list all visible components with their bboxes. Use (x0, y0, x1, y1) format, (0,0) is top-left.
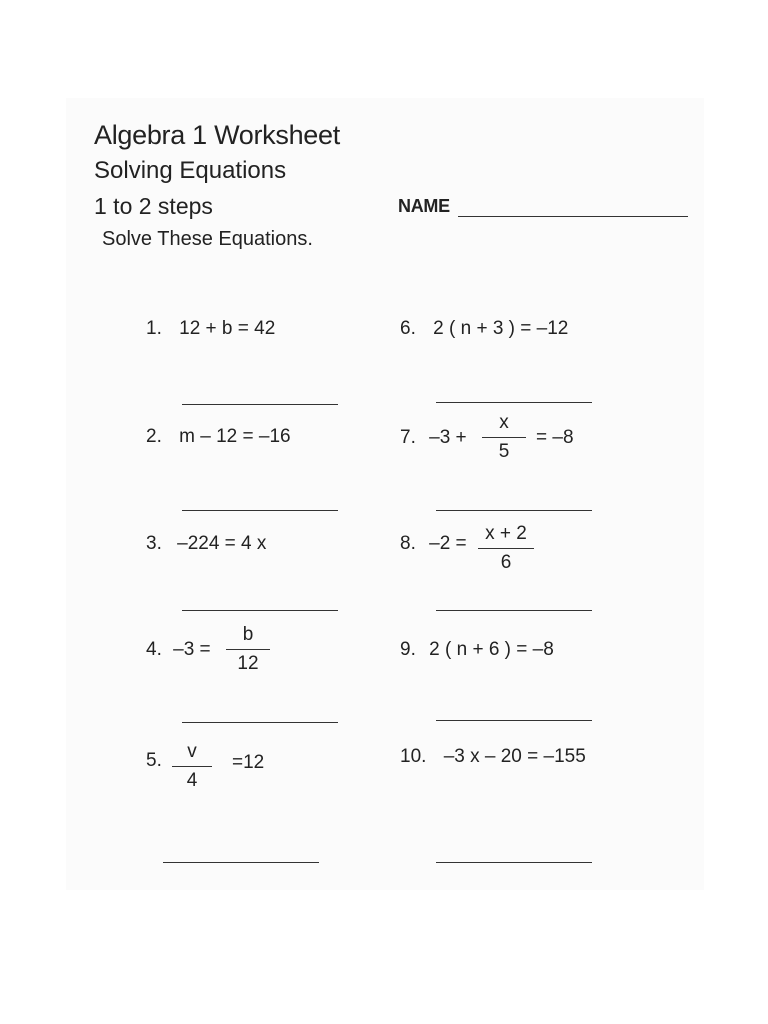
fraction-denominator: 4 (186, 770, 198, 791)
answer-line-1 (182, 404, 338, 405)
fraction-bar (226, 649, 270, 650)
problem-3 (146, 533, 266, 555)
problem-equation-prefix: –3 + (429, 427, 467, 448)
answer-line-8 (436, 610, 592, 611)
problem-number: 8. (400, 533, 416, 554)
problem-1 (146, 318, 275, 340)
problem-5 (146, 750, 162, 772)
worksheet-title: Algebra 1 Worksheet (94, 120, 340, 150)
problem-5-suffix: =12 (232, 752, 265, 773)
problem-equation-prefix: –3 = (173, 639, 211, 660)
answer-line-10 (436, 862, 592, 863)
problem-number: 6. (400, 318, 416, 339)
problem-number: 3. (146, 533, 162, 554)
problem-number: 9. (400, 639, 416, 660)
fraction-denominator: 12 (237, 653, 259, 674)
problem-equation: –3 x – 20 = –155 (443, 746, 586, 767)
fraction-denominator: 6 (500, 552, 512, 573)
problem-equation: 2 ( n + 3 ) = –12 (433, 318, 569, 339)
problem-number: 5. (146, 750, 162, 771)
problem-equation-prefix: –2 = (429, 533, 467, 554)
answer-line-9 (436, 720, 592, 721)
fraction-denominator: 5 (498, 441, 510, 462)
worksheet-steps: 1 to 2 steps (94, 193, 213, 219)
problem-number: 4. (146, 639, 162, 660)
problem-4 (146, 639, 211, 661)
answer-line-7 (436, 510, 592, 511)
fraction-7 (482, 412, 526, 463)
problem-number: 1. (146, 318, 162, 339)
fraction-bar (172, 766, 212, 767)
problem-6 (400, 318, 568, 340)
problem-7 (400, 427, 467, 449)
fraction-bar (482, 437, 526, 438)
answer-line-4 (182, 722, 338, 723)
problem-equation: 12 + b = 42 (179, 318, 276, 339)
problem-2 (146, 426, 291, 448)
problem-equation: 2 ( n + 6 ) = –8 (429, 639, 554, 660)
worksheet-instruction: Solve These Equations. (102, 228, 313, 250)
problem-number: 7. (400, 427, 416, 448)
answer-line-2 (182, 510, 338, 511)
problem-9 (400, 639, 554, 661)
problem-number: 2. (146, 426, 162, 447)
name-label: NAME (398, 196, 450, 216)
problem-equation: m – 12 = –16 (179, 426, 291, 447)
worksheet-subtitle: Solving Equations (94, 157, 287, 184)
fraction-5 (172, 741, 212, 792)
problem-equation: –224 = 4 x (177, 533, 267, 554)
problem-7-suffix: = –8 (536, 427, 574, 448)
answer-line-6 (436, 402, 592, 403)
fraction-numerator: x (499, 412, 509, 433)
fraction-numerator: b (242, 624, 254, 645)
fraction-numerator: x + 2 (485, 523, 527, 544)
fraction-bar (478, 548, 534, 549)
name-field-line (458, 216, 688, 217)
fraction-8 (478, 523, 534, 574)
fraction-4 (226, 624, 270, 675)
problem-8 (400, 533, 467, 555)
answer-line-5 (163, 862, 319, 863)
problem-number: 10. (400, 746, 427, 767)
answer-line-3 (182, 610, 338, 611)
problem-10 (400, 746, 586, 768)
fraction-numerator: v (187, 741, 197, 762)
